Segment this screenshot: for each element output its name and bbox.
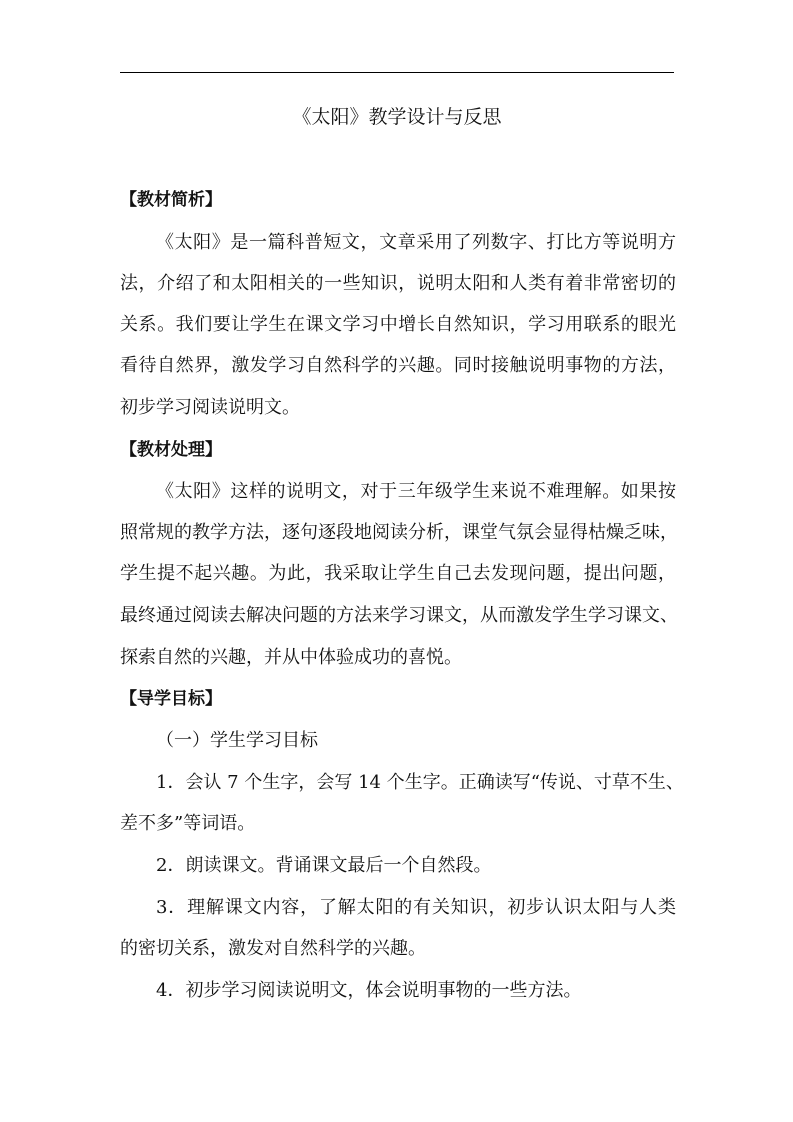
subheading-student-goals: （一）学生学习目标 [156, 730, 318, 751]
goal-item-3-cont: 的密切关系，激发对自然科学的兴趣。 [120, 938, 426, 959]
section-heading-goals: 【导学目标】 [120, 689, 222, 709]
paragraph-line: 看待自然界，激发学习自然科学的兴趣。同时接触说明事物的方法， [120, 355, 676, 376]
paragraph-line: 法，介绍了和太阳相关的一些知识，说明太阳和人类有着非常密切的 [120, 273, 676, 294]
paragraph-line: 《太阳》是一篇科普短文，文章采用了列数字、打比方等说明方 [156, 232, 676, 253]
section-heading-handling: 【教材处理】 [120, 440, 222, 460]
paragraph-line: 《太阳》这样的说明文，对于三年级学生来说不难理解。如果按 [156, 481, 676, 502]
goal-item-1-cont: 差不多”等词语。 [120, 813, 256, 834]
paragraph-line: 最终通过阅读去解决问题的方法来学习课文，从而激发学生学习课文、 [120, 605, 678, 626]
section-heading-analysis: 【教材简析】 [120, 190, 222, 210]
goal-item-1: 1．会认 7 个生字，会写 14 个生字。正确读写“传说、寸草不生、 [156, 772, 684, 793]
paragraph-line: 初步学习阅读说明文。 [120, 397, 300, 418]
header-rule [120, 72, 674, 73]
paragraph-line: 学生提不起兴趣。为此，我采取让学生自己去发现问题，提出问题， [120, 563, 676, 584]
goal-item-2: 2．朗读课文。背诵课文最后一个自然段。 [156, 855, 492, 876]
goal-item-4: 4．初步学习阅读说明文，体会说明事物的一些方法。 [156, 980, 582, 1001]
paragraph-line: 探索自然的兴趣，并从中体验成功的喜悦。 [120, 647, 462, 668]
goal-item-3: 3．理解课文内容，了解太阳的有关知识，初步认识太阳与人类 [156, 897, 676, 918]
paragraph-line: 关系。我们要让学生在课文学习中增长自然知识，学习用联系的眼光 [120, 314, 676, 335]
paragraph-line: 照常规的教学方法，逐句逐段地阅读分析，课堂气氛会显得枯燥乏味， [120, 522, 678, 543]
document-title: 《太阳》教学设计与反思 [292, 106, 502, 128]
